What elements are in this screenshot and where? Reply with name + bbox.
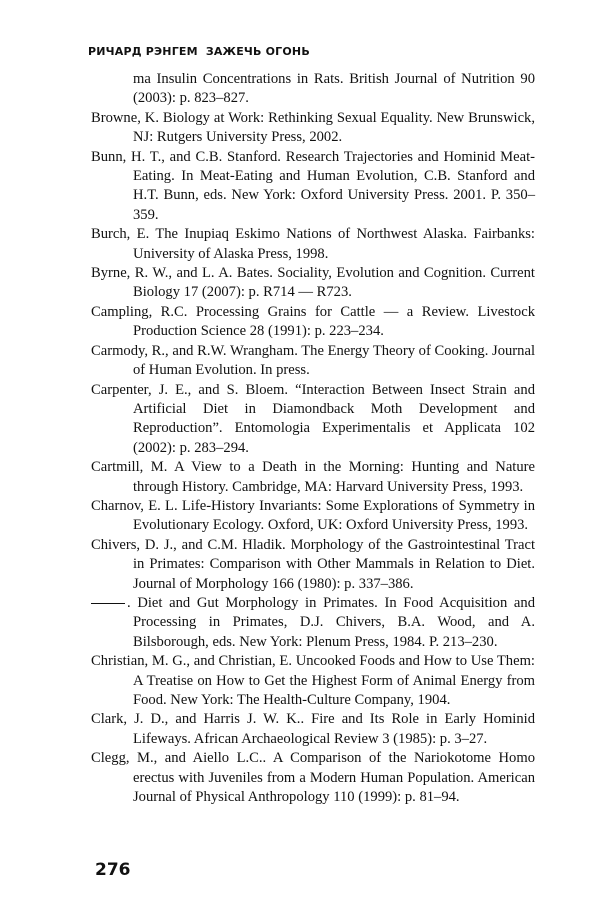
bibliography-entry-text: . Diet and Gut Morphology in Primates. In Food Acquisition and Processing in Primates, D.J. Chivers, B.A. Wood, and A. Bilsborough, eds. New York: Plenum Press, 1984. P. 213–230. <box>127 594 535 650</box>
bibliography-entry-ditto <box>91 594 535 652</box>
bibliography-entry: ma Insulin Concentrations in Rats. British Journal of Nutrition 90 (2003): p. 823–827. <box>133 71 535 107</box>
bibliography-entry: Charnov, E. L. Life-History Invariants: Some Explorations of Symmetry in Evolutionary Ecology. Oxford, UK: Oxford University Press, 1993. <box>91 497 535 534</box>
bibliography-entry: Burch, E. The Inupiaq Eskimo Nations of Northwest Alaska. Fairbanks: University of Alaska Press, 1998. <box>91 226 535 262</box>
bibliography-entry: Bunn, H. T., and C.B. Stanford. Research Trajectories and Hominid Meat-Eating. In Meat-Eating and Human Evolution, C.B. Stanford and H.T. Bunn, eds. New York: Oxford University Press. 2001. P. 350–359. <box>91 148 535 223</box>
page-number: 276 <box>95 860 131 880</box>
bibliography-entry: Campling, R.C. Processing Grains for Cattle — a Review. Livestock Production Science 28 (1991): p. 223–234. <box>91 303 535 340</box>
bibliography-entry: Cartmill, M. A View to a Death in the Morning: Hunting and Nature through History. Cambridge, MA: Harvard University Press, 1993. <box>91 459 535 495</box>
bibliography-entry: Chivers, D. J., and C.M. Hladik. Morphology of the Gastrointestinal Tract in Primates: Comparison with Other Mammals in Relation to Diet. Journal of Morphology 166 (1980): p. 337–386. <box>91 536 535 592</box>
running-header-title: ЗАЖЕЧЬ ОГОНЬ <box>205 45 310 58</box>
bibliography-entry: Byrne, R. W., and L. A. Bates. Sociality, Evolution and Cognition. Current Biology 17 (2007): p. R714 — R723. <box>91 265 535 301</box>
bibliography-entry: Clegg, M., and Aiello L.C.. A Comparison of the Nariokotome Homo erectus with Juveniles from a Modern Human Population. American Journal of Physical Anthropology 110 (1999): p. 81–94. <box>91 750 535 806</box>
ditto-rule <box>91 603 125 604</box>
bibliography-entry: Carmody, R., and R.W. Wrangham. The Energy Theory of Cooking. Journal of Human Evolution. In press. <box>91 342 535 379</box>
bibliography-entry: Browne, K. Biology at Work: Rethinking Sexual Equality. New Brunswick, NJ: Rutgers University Press, 2002. <box>91 109 535 146</box>
bibliography-list <box>91 70 535 807</box>
bibliography-entry: Christian, M. G., and Christian, E. Uncooked Foods and How to Use Them: A Treatise on How to Get the Highest Form of Animal Energy from Food. New York: The Health-Culture Company, 1904. <box>91 653 535 708</box>
bibliography-entry: Carpenter, J. E., and S. Bloem. “Interaction Between Insect Strain and Artificial Diet in Diamondback Moth Development and Reproduction”. Entomologia Experimentalis et Applicata 102 (2002): p. 283–294. <box>91 381 535 456</box>
running-header <box>88 45 310 58</box>
bibliography-entry: Clark, J. D., and Harris J. W. K.. Fire and Its Role in Early Hominid Lifeways. African Archaeological Review 3 (1985): p. 3–27. <box>91 711 535 747</box>
running-header-author: РИЧАРД РЭНГЕМ <box>88 45 198 58</box>
